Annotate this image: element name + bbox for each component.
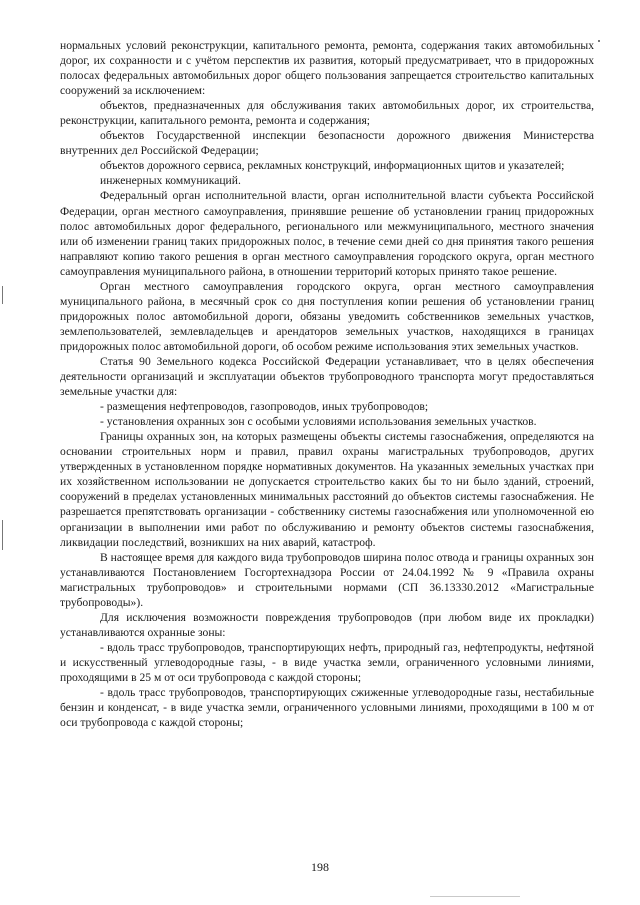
list-item: - вдоль трасс трубопроводов, транспортирующих нефть, природный газ, нефтепродукты, нефтяной и искусственный углеводородные газы, - в виде участка земли, ограниченного условными линиями, проходящими в 25 м от оси трубопровода с каждой стороны; xyxy=(60,640,594,684)
paragraph: Для исключения возможности повреждения трубопроводов (при любом виде их прокладки) устанавливаются охранные зоны: xyxy=(60,610,594,639)
paragraph: объектов, предназначенных для обслуживания таких автомобильных дорог, их строительства, реконструкции, капитального ремонта, ремонта и содержания; xyxy=(60,99,594,128)
paragraph: Статья 90 Земельного кодекса Российской Федерации устанавливает, что в целях обеспечения деятельности организаций и эксплуатации объектов трубопроводного транспорта могут предоставляться земельные участки для: xyxy=(60,354,594,399)
list-item: - вдоль трасс трубопроводов, транспортирующих сжиженные углеводородные газы, нестабильные бензин и конденсат, - в виде участка земли, ограниченного условными линиями, проходящими в 100 м от оси трубопровода с каждой стороны; xyxy=(60,686,594,730)
list-item: - размещения нефтепроводов, газопроводов, иных трубопроводов; xyxy=(100,400,429,414)
paragraph: объектов Государственной инспекции безопасности дорожного движения Министерства внутренних дел Российской Федерации; xyxy=(60,129,594,158)
body-text xyxy=(60,38,594,730)
paragraph: инженерных коммуникаций. xyxy=(100,174,241,188)
paragraph: Границы охранных зон, на которых размещены объекты системы газоснабжения, определяются на основании строительных норм и правил, правил охраны магистральных трубопроводов, других утвержденных в установленном порядке нормативных документов. На указанных земельных участках при их хозяйственном использовании не допускается строительство каких бы то ни было зданий, строений, сооружений в пределах установленных минимальных расстояний до объектов системы газоснабжения. Не разрешается препятствовать организации - собственнику системы газоснабжения или уполномоченной ею организации в выполнении ими работ по обслуживанию и ремонту объектов системы газоснабжения, ликвидации последствий, возникших на них аварий, катастроф. xyxy=(60,430,594,549)
paragraph: Федеральный орган исполнительной власти, орган исполнительной власти субъекта Российской Федерации, орган местного самоуправления, принявшие решение об установлении границ придорожных полос автомобильных дорог федерального, регионального или межмуниципального, местного значения или об изменении границ таких придорожных полос, в течение семи дней со дня принятия такого решения направляют копию такого решения в орган местного самоуправления городского округа, орган местного самоуправления муниципального района, в отношении территорий которых принято такое решение. xyxy=(60,189,594,278)
scan-artifact xyxy=(2,286,3,304)
page-number: 198 xyxy=(311,860,329,874)
scan-artifact xyxy=(2,520,3,550)
paragraph: объектов дорожного сервиса, рекламных конструкций, информационных щитов и указателей; xyxy=(100,159,565,173)
list-item: - установления охранных зон с особыми условиями использования земельных участков. xyxy=(100,415,537,429)
paragraph: нормальных условий реконструкции, капитального ремонта, ремонта, содержания таких автомобильных дорог, их сохранности и с учётом перспектив их развития, который предусматривает, что в придорожных полосах федеральных автомобильных дорог общего пользования запрещается строительство капитальных сооружений за исключением: xyxy=(60,39,594,98)
paragraph: В настоящее время для каждого вида трубопроводов ширина полос отвода и границы охранных зон устанавливаются Постановлением Госгортехнадзора России от 24.04.1992 № 9 «Правила охраны магистральных трубопроводов» и строительными нормами (СП 36.13330.2012 «Магистральные трубопроводы»). xyxy=(60,550,594,609)
scan-artifact xyxy=(598,40,600,42)
scan-artifact xyxy=(430,896,520,897)
paragraph: Орган местного самоуправления городского округа, орган местного самоуправления муниципального района, в месячный срок со дня поступления копии решения об установлении границ придорожных полос автомобильной дороги, обязаны уведомить собственников земельных участков, землепользователей, землевладельцев и арендаторов земельных участков, находящихся в границах придорожных полос автомобильной дороги, об особом режиме использования этих земельных участков. xyxy=(60,279,594,353)
